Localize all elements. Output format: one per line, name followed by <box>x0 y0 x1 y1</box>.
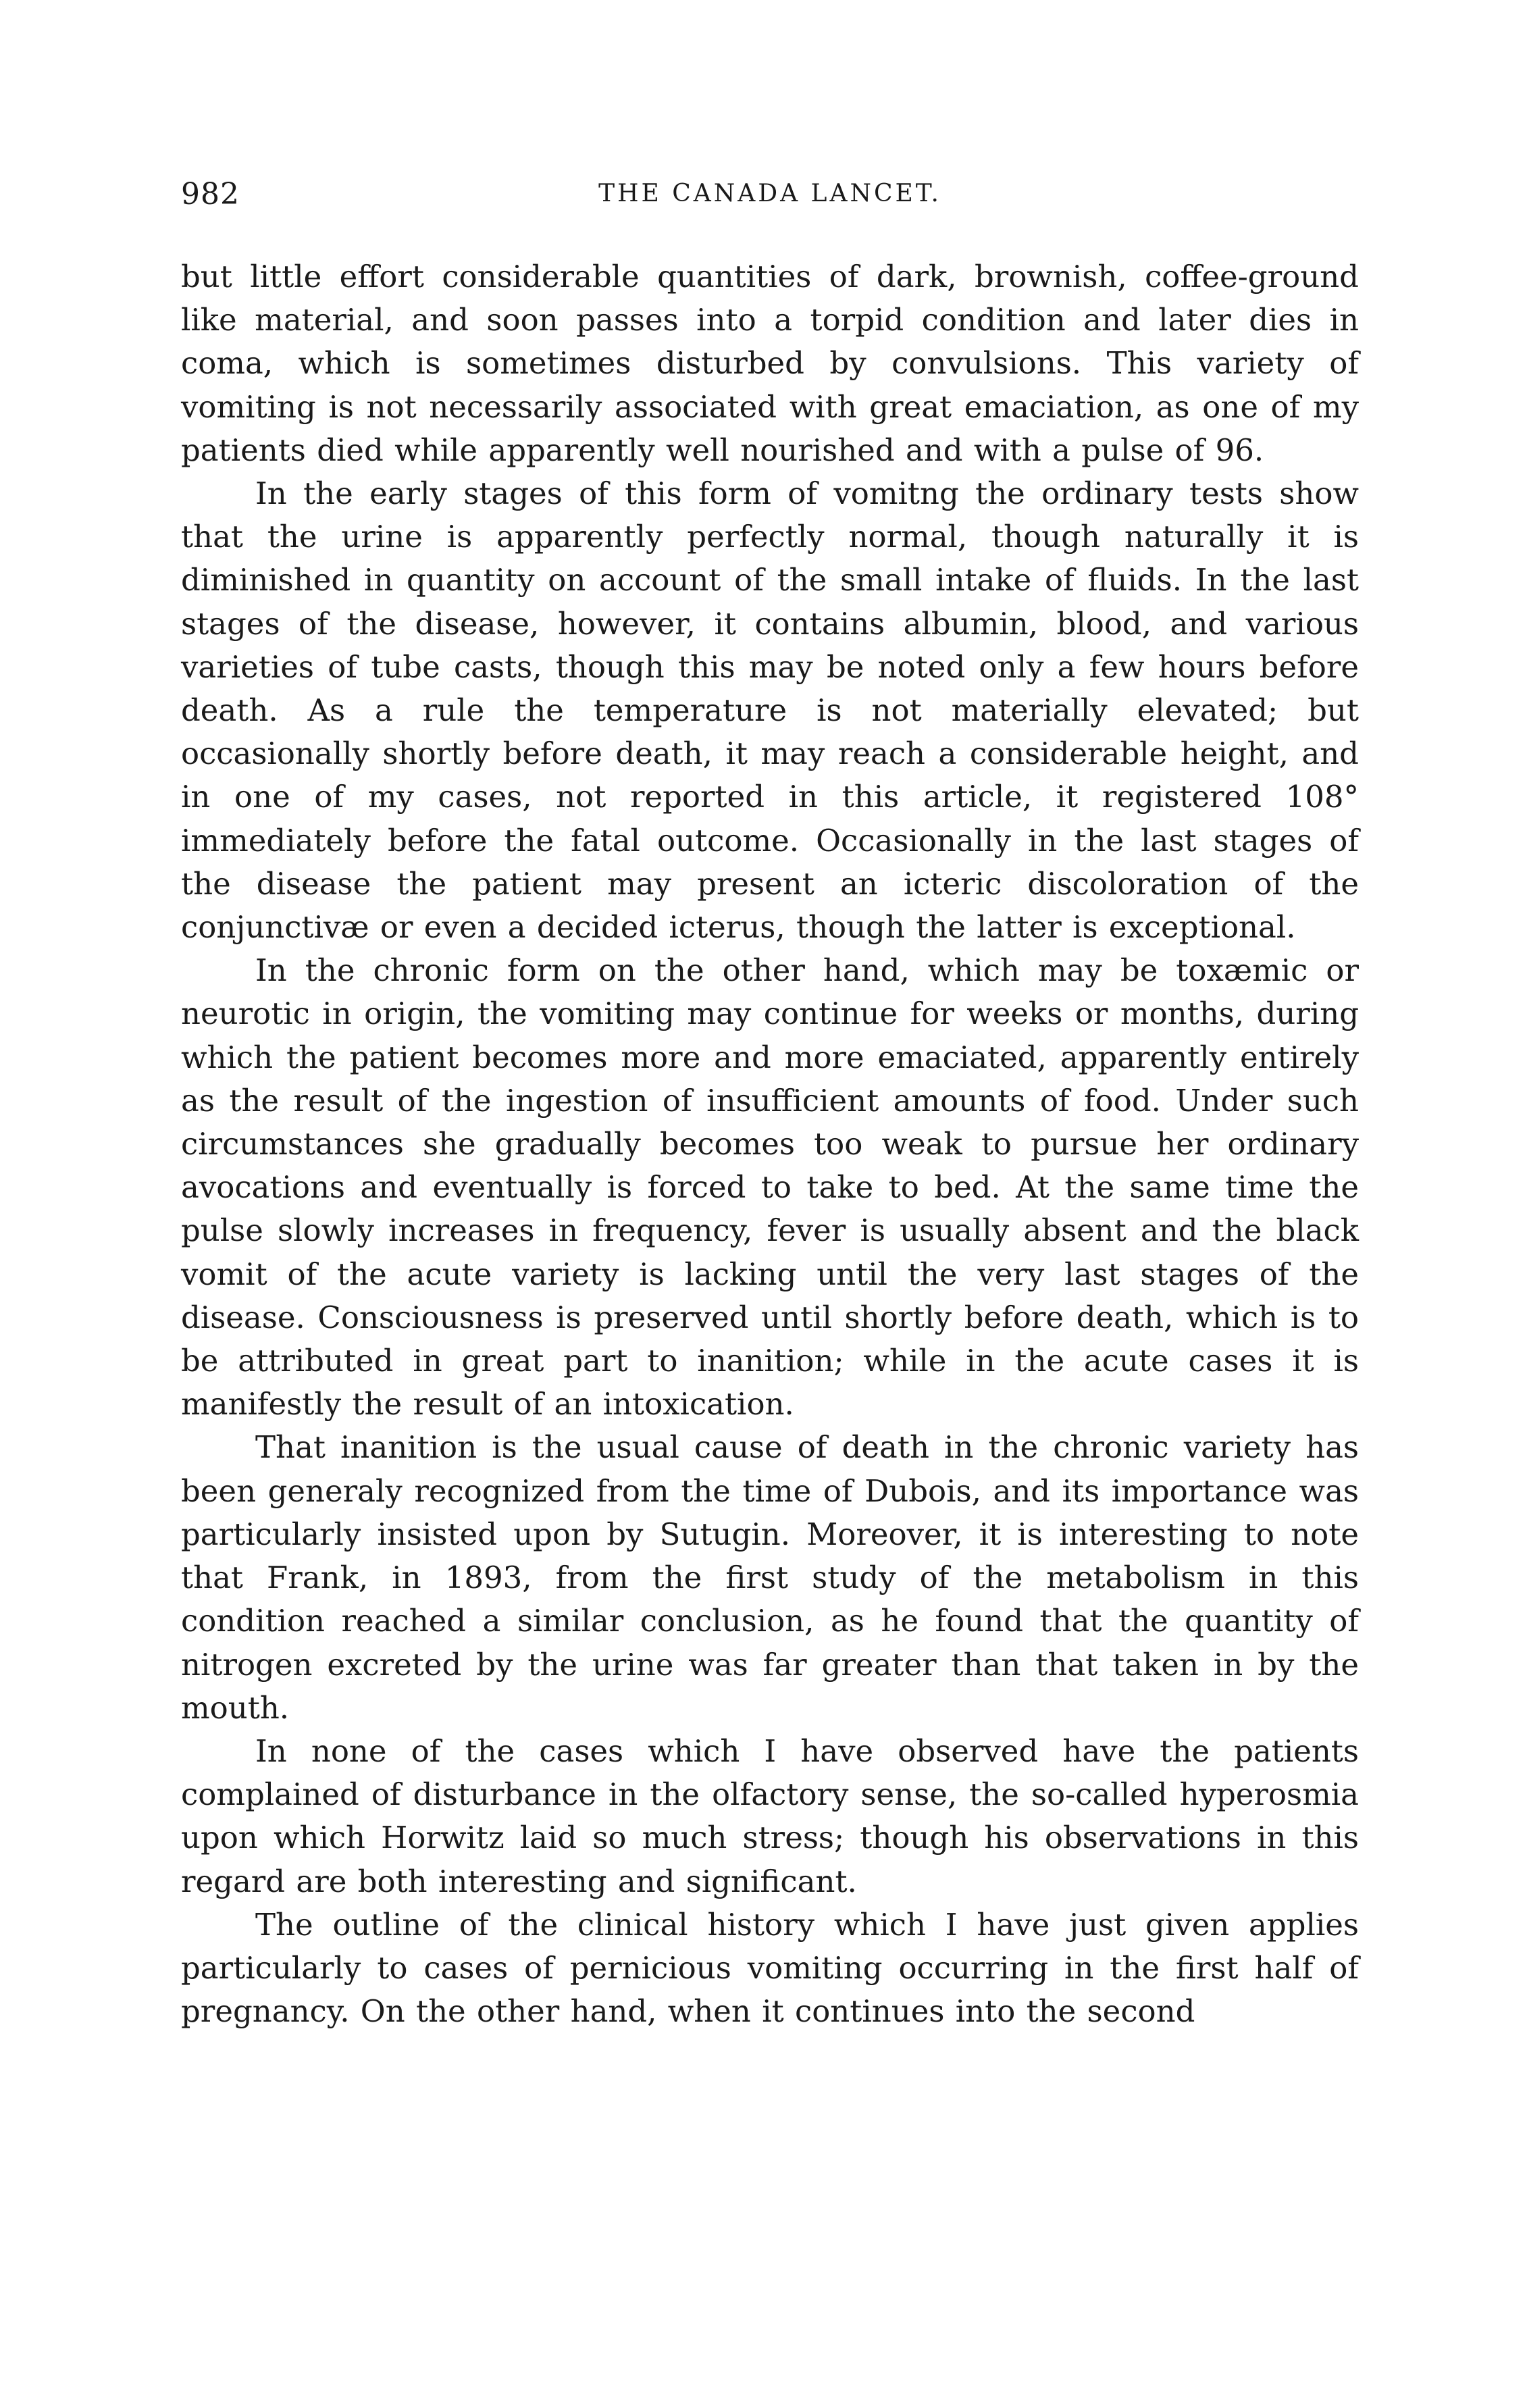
paragraph-inanition: That inanition is the usual cause of death in the chronic variety has been generaly recognized from the time of Dubois, and its importance was particularly insisted upon by Sutugin. Moreover, it is interesting to note that Frank, in 1893, from the first study of the metabolism in this condition reached a similar conclusion, as he found that the quantity of nitrogen excreted by the urine was far greater than that taken in by the mouth. <box>181 1429 1359 1726</box>
paragraph-olfactory: In none of the cases which I have observed have the patients complained of disturbance in the olfactory sense, the so-called hyperosmia upon which Horwitz laid so much stress; though his observations in this regard are both interesting and significant. <box>181 1733 1359 1899</box>
page-number: 982 <box>181 177 240 211</box>
page-header <box>181 177 1359 217</box>
article-body <box>181 255 1359 2033</box>
paragraph-continuation: but little effort considerable quantities of dark, brownish, coffee-ground like material, and soon passes into a torpid condition and later dies in coma, which is sometimes disturbed by convulsions. This variety of vomiting is not necessarily associated with great emaciation, as one of my patients died while apparently well nourished and with a pulse of 96. <box>181 259 1359 468</box>
paragraph-chronic-form: In the chronic form on the other hand, which may be toxæmic or neurotic in origin, the vomiting may continue for weeks or months, during which the patient becomes more and more emaciated, apparently entirely as the result of the ingestion of insufficient amounts of food. Under such circumstances she gradually becomes too weak to pursue her ordinary avocations and eventually is forced to take to bed. At the same time the pulse slowly increases in frequency, fever is usually absent and the black vomit of the acute variety is lacking until the very last stages of the disease. Consciousness is preserved until shortly before death, which is to be attributed in great part to inanition; while in the acute cases it is manifestly the result of an intoxication. <box>181 952 1359 1423</box>
paragraph-urine-tests: In the early stages of this form of vomitng the ordinary tests show that the urine is apparently perfectly normal, though naturally it is diminished in quantity on account of the small intake of fluids. In the last stages of the disease, however, it contains albumin, blood, and various varieties of tube casts, though this may be noted only a few hours before death. As a rule the temperature is not materially elevated; but occasionally shortly before death, it may reach a considerable height, and in one of my cases, not reported in this article, it registered 108° immediately before the fatal outcome. Occasionally in the last stages of the disease the patient may present an icteric discoloration of the conjunctivæ or even a decided icterus, though the latter is exceptional. <box>181 476 1359 946</box>
paragraph-clinical-outline: The outline of the clinical history which I have just given applies particularly to cases of pernicious vomiting occurring in the first half of pregnancy. On the other hand, when it continues into the second <box>181 1906 1359 2030</box>
running-title: THE CANADA LANCET. <box>598 180 941 207</box>
